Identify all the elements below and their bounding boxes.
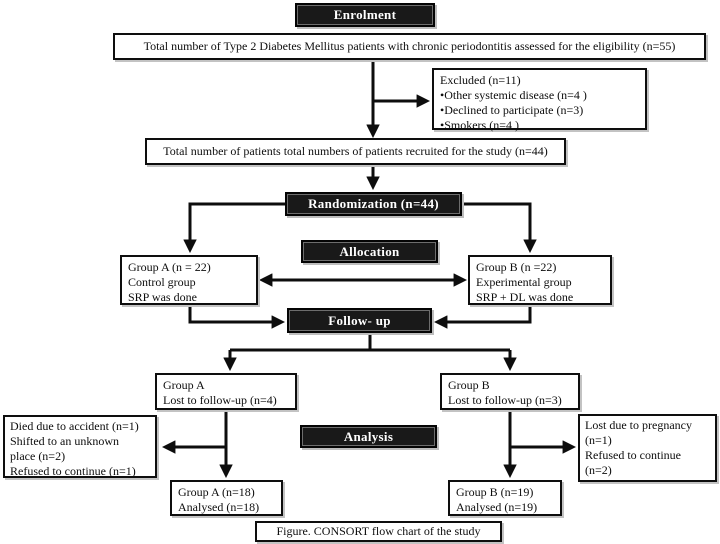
excluded-line: •Smokers (n=4 ) bbox=[440, 118, 519, 132]
dropout-a-line: Refused to continue (n=1) bbox=[10, 464, 136, 478]
group-a-line: SRP was done bbox=[128, 290, 197, 304]
analysed-a-line: Group A (n=18) bbox=[178, 485, 255, 499]
excluded-line: Excluded (n=11) bbox=[440, 73, 521, 87]
stage-allocation: Allocation bbox=[301, 240, 438, 263]
group-b-line: SRP + DL was done bbox=[476, 290, 574, 304]
box-lost-b bbox=[440, 373, 580, 410]
group-b-line: Group B (n =22) bbox=[476, 260, 557, 274]
dropout-b-line: Lost due to pregnancy bbox=[585, 418, 692, 432]
lost-b-line: Lost to follow-up (n=3) bbox=[448, 393, 562, 407]
box-analysed-b bbox=[448, 480, 562, 516]
box-excluded bbox=[432, 68, 647, 130]
analysed-a-line: Analysed (n=18) bbox=[178, 500, 260, 514]
box-dropout-a bbox=[3, 415, 157, 478]
excluded-line: •Other systemic disease (n=4 ) bbox=[440, 88, 587, 102]
box-lost-a bbox=[155, 373, 297, 410]
dropout-a-line: Shifted to an unknown bbox=[10, 434, 119, 448]
stage-enrolment: Enrolment bbox=[295, 3, 435, 27]
box-analysed-a bbox=[170, 480, 283, 516]
stage-analysis: Analysis bbox=[300, 425, 437, 448]
analysed-b-line: Analysed (n=19) bbox=[456, 500, 538, 514]
dropout-b-line: Refused to continue bbox=[585, 448, 681, 462]
lost-a-line: Group A bbox=[163, 378, 205, 392]
group-a-line: Control group bbox=[128, 275, 196, 289]
dropout-a-line: Died due to accident (n=1) bbox=[10, 419, 139, 433]
stage-followup: Follow- up bbox=[287, 308, 432, 333]
group-a-line: Group A (n = 22) bbox=[128, 260, 211, 274]
lost-b-line: Group B bbox=[448, 378, 490, 392]
box-recruited: Total number of patients total numbers of patients recruited for the study (n=44) bbox=[145, 138, 566, 165]
analysed-b-line: Group B (n=19) bbox=[456, 485, 534, 499]
box-group-a bbox=[120, 255, 258, 305]
stage-randomization: Randomization (n=44) bbox=[285, 192, 462, 216]
box-group-b bbox=[468, 255, 612, 305]
excluded-line: •Declined to participate (n=3) bbox=[440, 103, 584, 117]
dropout-b-line: (n=2) bbox=[585, 463, 612, 477]
lost-a-line: Lost to follow-up (n=4) bbox=[163, 393, 277, 407]
box-eligibility: Total number of Type 2 Diabetes Mellitus patients with chronic periodontitis assessed for the eligibility (n=55) bbox=[113, 33, 706, 60]
figure-caption: Figure. CONSORT flow chart of the study bbox=[255, 521, 502, 542]
dropout-a-line: place (n=2) bbox=[10, 449, 66, 463]
dropout-b-line: (n=1) bbox=[585, 433, 612, 447]
group-b-line: Experimental group bbox=[476, 275, 572, 289]
box-dropout-b bbox=[578, 414, 717, 482]
